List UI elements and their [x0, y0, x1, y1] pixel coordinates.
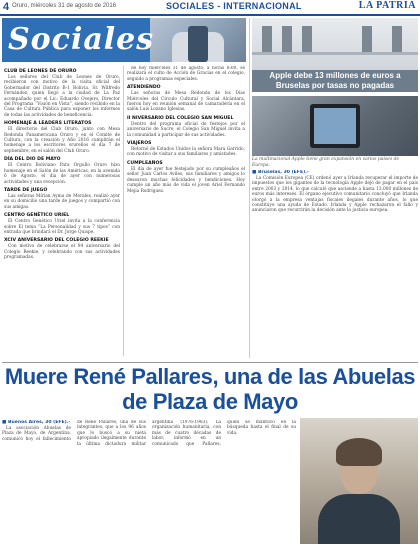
apple-photo-caption: La multinacional Apple tiene gran expansión en varios países de Europa.: [252, 157, 400, 168]
social-item-title: TARDE DE JUEGO: [4, 187, 48, 193]
main-dateline: ■ Buenos Aires, 30 (EFE).-: [2, 420, 71, 425]
column-divider: [123, 66, 124, 356]
issue-date: Oruro, miércoles 31 de agosto de 2016: [12, 3, 117, 9]
apple-text: La Comisión Europea (CE) ordenó ayer a Irlanda recuperar el importe de impuestos que los gigantes de la tecnología Apple dejó de pagar en el país entre 2003 y 2014, lo que calculó que asciende a hasta 13.000 millones de euros más intereses. El órgano ejecutivo comunitario concluyó que Irlanda otorgó a la empresa ventajas fiscales ilegales durante años, lo que constituye una ayuda de Estado. Irlanda y Apple rechazaron el fallo y anunciaron que recurrirán la decisión ante la justicia europea.: [252, 176, 418, 214]
social-item: [4, 69, 120, 118]
page-number: 4: [3, 1, 10, 13]
sociales-photo: [150, 18, 246, 62]
main-body: [2, 420, 296, 544]
section-title: SOCIALES - INTERNACIONAL: [166, 1, 302, 11]
headline-rule: [2, 362, 418, 363]
social-item-title: CUMPLEAÑOS: [127, 160, 163, 166]
newspaper-logo: LA PATRIA: [358, 0, 416, 11]
social-item-text: Las señoras de Mesa Redonda de los Días Miércoles del Círculo Cultural y Social Alcántara, fueron hoy en reunión semanal de camaradería en el salón Luis Lozano Iglesias.: [127, 91, 245, 113]
social-item-title: CENTRO GENÉTICO URIEL: [4, 213, 70, 219]
social-item: [127, 116, 245, 138]
social-item: [4, 213, 120, 235]
social-item-text: Los señores del Club de Leones de Oruro, recibieron con motivo de la visita oficial del Gobernador del Distrito B-1 Bolivia, Sr. Wilfredo Fernández, quien llegó a la ciudad de La Paz acompañado por el Lic. Eduardo Ovejero, Director del Programa “Visión en Vista”, siendo recibido en la Casa de Cultura Pública para exponer los informes de todas las actividades de beneficencia.: [4, 75, 120, 118]
social-item-title: II NIVERSARIO DEL COLEGIO SAN MIGUEL: [127, 115, 234, 121]
apple-headline-box: [252, 70, 418, 92]
sociales-column-1: [4, 66, 120, 356]
social-item: [4, 121, 120, 154]
social-item: [4, 157, 120, 185]
rene-pallares-photo: [300, 418, 418, 544]
sociales-banner-title: Sociales: [8, 22, 155, 57]
social-item-text: El directorio del Club Oruro, junto con Mesa Redonda Panamericana Oruro y en el Comité de Cultura, con la creación y Año 2016 cumplirán el homenaje a los escritores orureños el día 7 de septiembre, en el salón del Club Oruro.: [4, 127, 120, 154]
apple-store-photo: [252, 18, 418, 70]
social-item: [127, 85, 245, 113]
social-item: [127, 141, 245, 158]
social-item: [4, 188, 120, 210]
apple-body: [252, 170, 418, 358]
main-text: La asociación Abuelas de Plaza de Mayo, de Argentina, comunicó hoy el fallecimiento de René Pallares, una de sus integrantes, que a los 96 años que lo buscó a su nieta apropiado ilegalmente durante la última dictadura militar argentina (1976-1983). La organización humanitaria, con más de cuatro décadas de labor, informó en un comunicado que Pallares, quien se mantuvo en la búsqueda hasta el final de su vida.: [2, 420, 296, 447]
apple-headline: Apple debe 13 millones de euros a Bruselas por tasas no pagadas: [269, 71, 401, 90]
social-item-title: CLUB DE LEONES DE ORURO: [4, 69, 77, 74]
social-item: [127, 66, 245, 82]
header-rule: [0, 14, 420, 16]
main-headline: Muere René Pallares, una de las Abuelas de Plaza de Mayo: [4, 364, 416, 414]
column-divider: [249, 18, 250, 358]
social-item-text: Las señoras Mírian Ayma de Morales, realizó ayer en su domicilio una tarde de juegos y compartió con sus amigas.: [4, 193, 120, 210]
social-item-text: El Centro Boliviano Para Orgullo Oruro hizo homenaje en el Salón de las Américas, en la avenida 6 de Agosto, el día de ayer con numerosas actividades y una recepción.: [4, 163, 120, 185]
social-item-title: ATENDIENDO: [127, 85, 161, 91]
social-item-title: XCIV ANIVERSARIO DEL COLEGIO REEKIE: [4, 238, 109, 244]
social-item-title: HOMENAJE A LEADERS LITERATOS: [4, 121, 92, 127]
social-item-text: Con motivo de celebrarse el 94 aniversario del Colegio Reekie, y celebrando con sus actividades programadas.: [4, 244, 120, 261]
apple-product-photo: [252, 96, 418, 156]
social-item-text: Retornó de Estados Unidos la señora Mara Garrido, con motivo de visitar a sus familiares y amistades.: [127, 147, 245, 158]
social-item-text: Dentro del programa oficial de festejos por el aniversario de Sucre, el Colegio San Miguel invita a la comunidad a participar de sus actividades.: [127, 121, 245, 138]
social-item-text: de hoy miércoles 31 de agosto, a horas 8:00, se realizará el culto de Acción de Gracias en el colegio, seguido a programas especiales.: [127, 66, 245, 82]
apple-dateline: ■ Bruselas, 30 (EFE).-: [252, 170, 309, 175]
social-item-text: El Centro Genético Uriel invita a la conferencia sobre El tema “La Personalidad y sus 7 tipos” con entrada que brindará el Dr. Jorge Quispe.: [4, 219, 120, 235]
social-item-text: El día de ayer fue festejado por su cumpleaños el señor Juan Carlos Aviles, sus familiares y amigos lo desearon muchas felicidades y bendiciones. Hoy cumple un año más de vida el joven Ariel Fernando Mejía Rodríguez.: [127, 166, 245, 194]
social-item-title: DÍA DEL DIO DE MAYO: [4, 157, 61, 163]
social-item: [4, 238, 120, 260]
social-item-title: VIAJEROS: [127, 141, 152, 147]
sociales-column-2: [127, 66, 245, 356]
social-item: [127, 161, 245, 194]
